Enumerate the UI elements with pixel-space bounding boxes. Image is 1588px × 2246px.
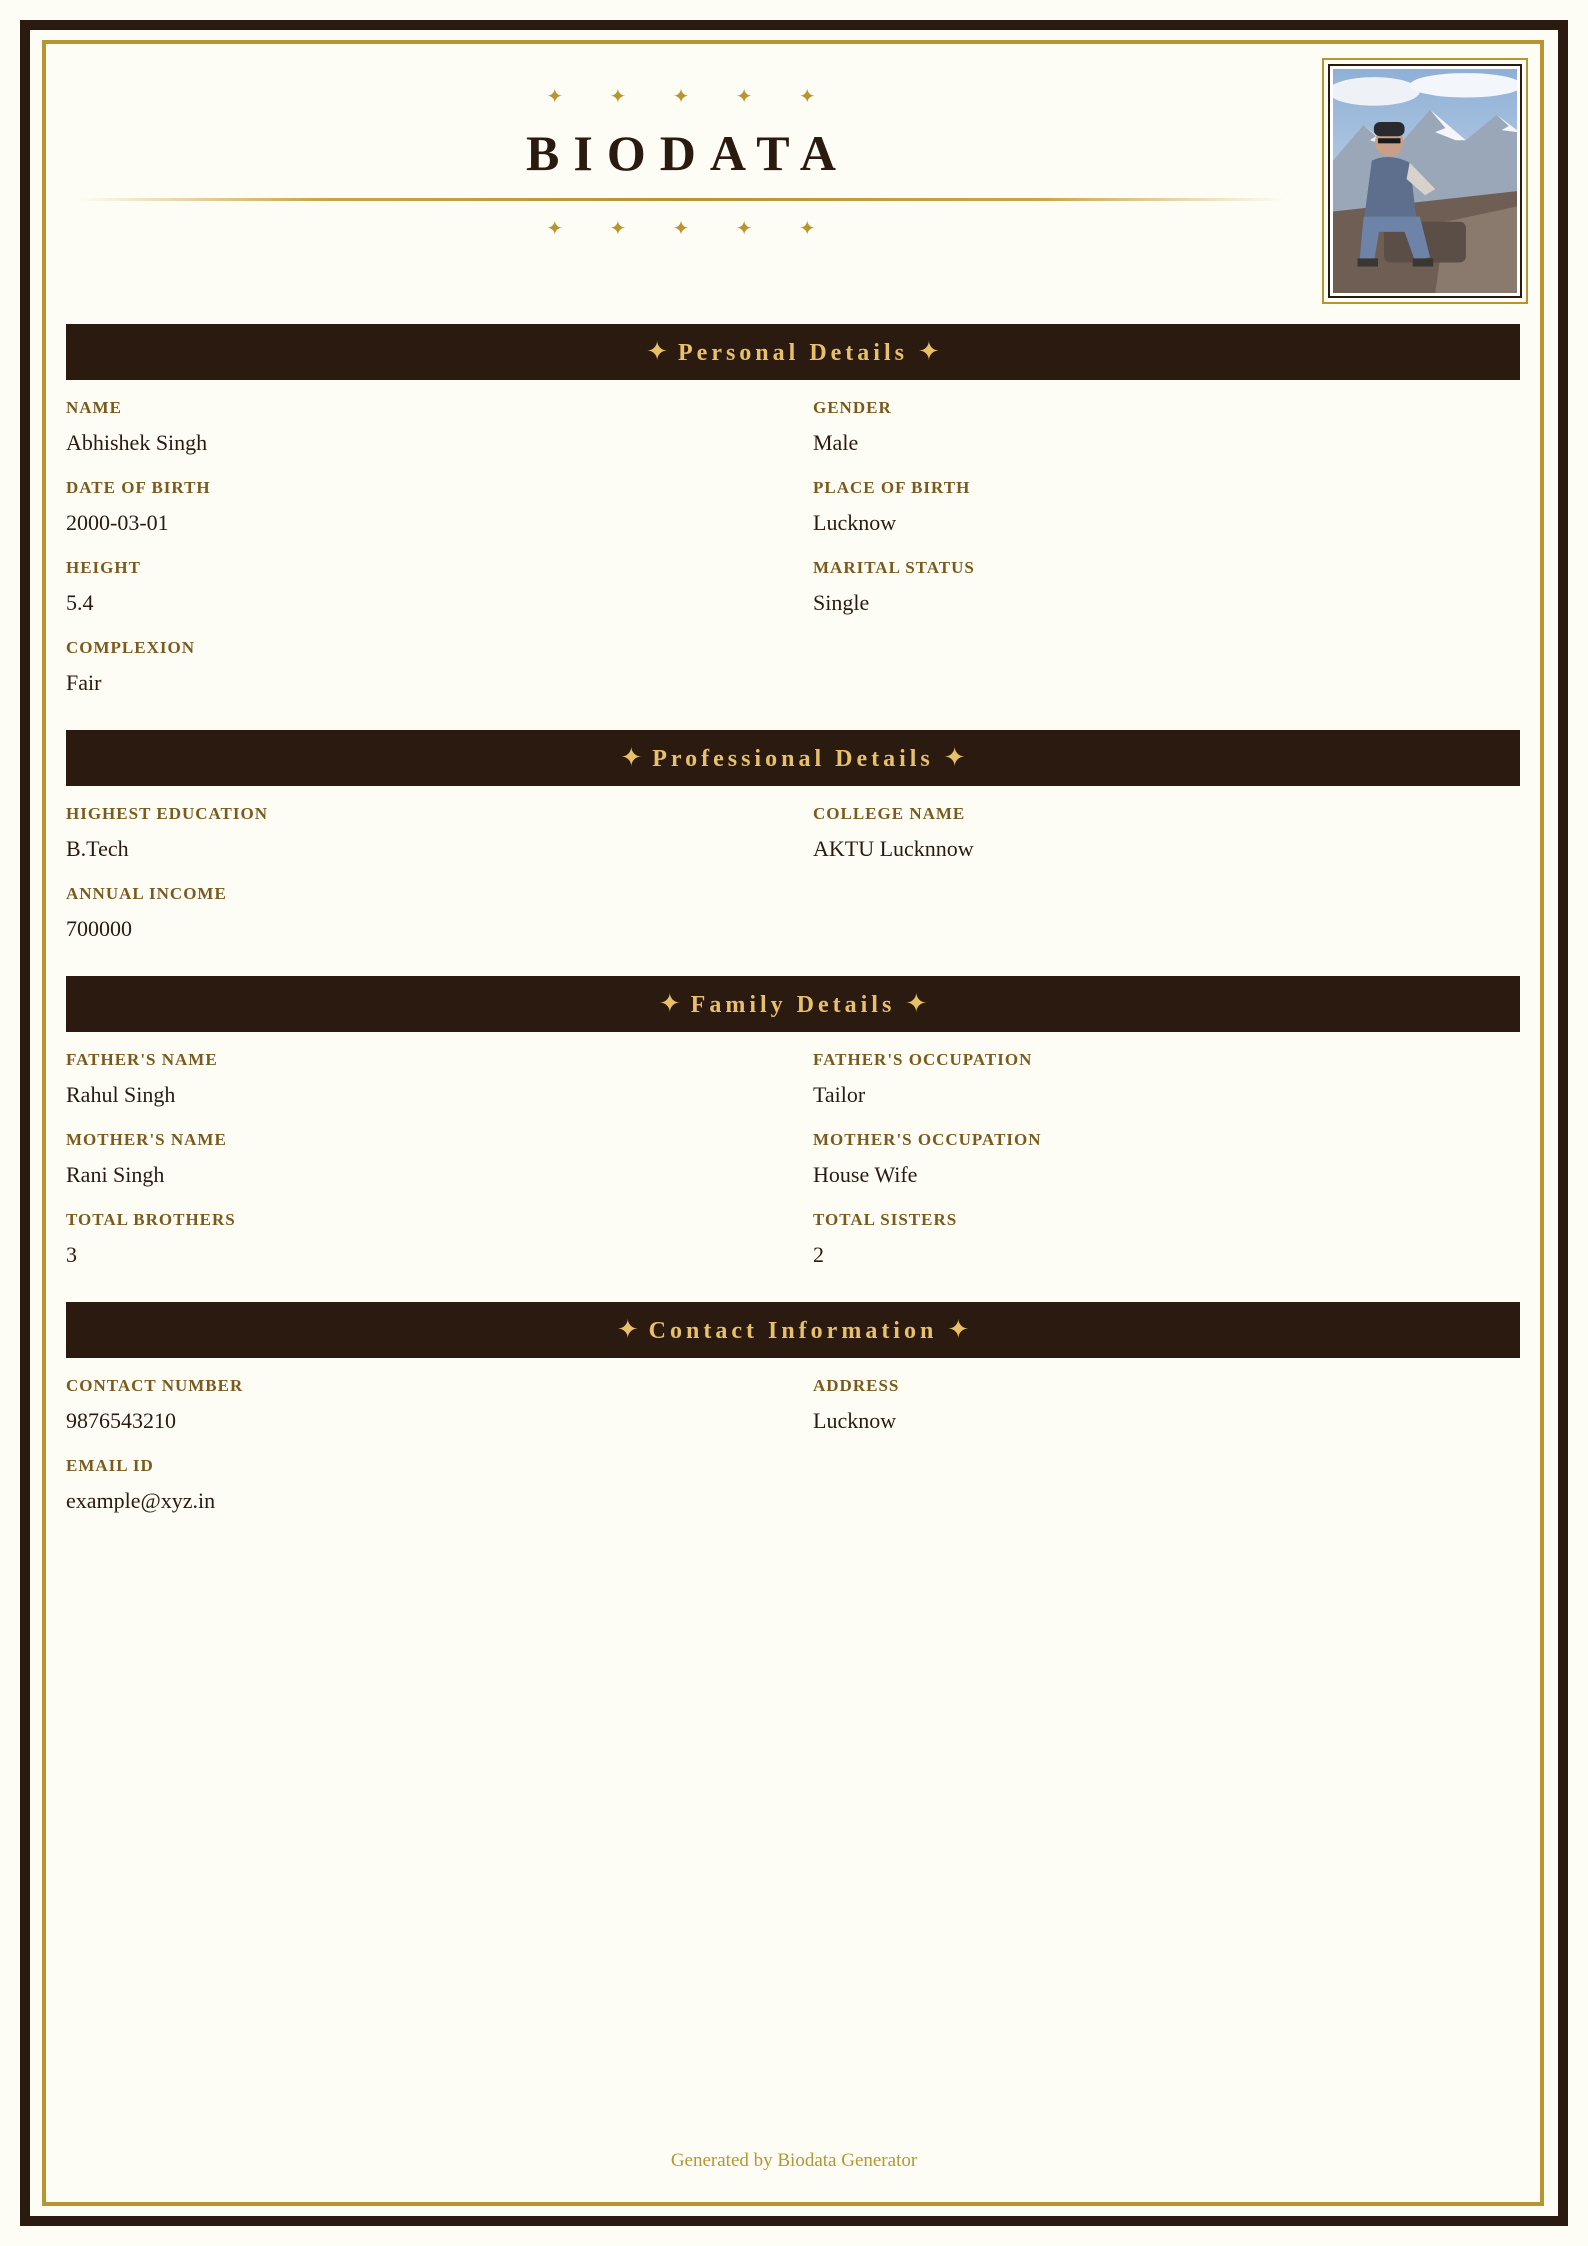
field-value: Lucknow [813, 510, 897, 535]
field-label: PLACE OF BIRTH [813, 478, 971, 497]
field-value: Single [813, 590, 870, 615]
sparkle-icon: ✦ [905, 989, 928, 1019]
field-highest-education [66, 804, 268, 862]
field-value: Tailor [813, 1082, 866, 1107]
field-value: Abhishek Singh [66, 430, 208, 455]
field-label: CONTACT NUMBER [66, 1376, 244, 1395]
star-ornament-bottom: ✦ ✦ ✦ ✦ ✦ [546, 216, 836, 240]
field-name [66, 398, 207, 456]
star-ornament-top: ✦ ✦ ✦ ✦ ✦ [546, 84, 836, 108]
field-mothers-name [66, 1130, 227, 1188]
field-place-of-birth [813, 478, 970, 536]
sparkle-icon: ✦ [917, 337, 940, 367]
field-value: 9876543210 [66, 1408, 176, 1433]
field-total-sisters [813, 1210, 957, 1268]
field-value: Fair [66, 670, 102, 695]
page-title: BIODATA [526, 125, 850, 181]
field-label: TOTAL BROTHERS [66, 1210, 236, 1229]
field-value: 700000 [66, 916, 132, 941]
field-label: NAME [66, 398, 122, 417]
field-label: TOTAL SISTERS [813, 1210, 958, 1229]
field-value: Rahul Singh [66, 1082, 176, 1107]
sparkle-icon: ✦ [943, 743, 966, 773]
field-value: House Wife [813, 1162, 918, 1187]
sparkle-icon: ✦ [658, 989, 681, 1019]
field-label: COMPLEXION [66, 638, 195, 657]
field-gender [813, 398, 892, 456]
field-mothers-occupation [813, 1130, 1042, 1188]
field-label: HEIGHT [66, 558, 141, 577]
field-label: ADDRESS [813, 1376, 900, 1395]
section-title: Family Details [690, 992, 896, 1018]
section-title: Professional Details [652, 746, 934, 772]
field-college-name [813, 804, 974, 862]
field-complexion [66, 638, 195, 696]
field-fathers-name [66, 1050, 218, 1108]
profile-photo [1333, 69, 1517, 293]
field-value: AKTU Lucknnow [813, 836, 974, 861]
section-title: Contact Information [648, 1318, 938, 1344]
section-title: Personal Details [678, 340, 908, 366]
field-fathers-occupation [813, 1050, 1032, 1108]
field-annual-income [66, 884, 227, 942]
field-label: DATE OF BIRTH [66, 478, 211, 497]
sparkle-icon: ✦ [620, 743, 643, 773]
profile-photo-frame [1322, 58, 1528, 304]
field-date-of-birth [66, 478, 211, 536]
footer-credit: Generated by Biodata Generator [670, 2150, 918, 2171]
field-label: HIGHEST EDUCATION [66, 804, 268, 823]
field-value: Rani Singh [66, 1162, 165, 1187]
field-label: MOTHER'S NAME [66, 1130, 227, 1149]
sparkle-icon: ✦ [947, 1315, 970, 1345]
field-label: EMAIL ID [66, 1456, 154, 1475]
section-header-personal [66, 324, 1520, 380]
field-value: Lucknow [813, 1408, 897, 1433]
field-address [813, 1376, 899, 1434]
field-value: B.Tech [66, 836, 129, 861]
sparkle-icon: ✦ [646, 337, 668, 367]
field-label: GENDER [813, 398, 892, 417]
field-value: 2000-03-01 [66, 510, 169, 535]
field-contact-number [66, 1376, 243, 1434]
field-label: ANNUAL INCOME [66, 884, 227, 903]
field-total-brothers [66, 1210, 236, 1268]
section-header-family [66, 976, 1520, 1032]
field-email-id [66, 1456, 215, 1514]
field-value: Male [813, 430, 859, 455]
field-height [66, 558, 141, 616]
field-value: example@xyz.in [66, 1488, 216, 1513]
field-label: FATHER'S NAME [66, 1050, 218, 1069]
field-value: 5.4 [66, 590, 94, 615]
field-value: 3 [66, 1242, 77, 1267]
field-label: MOTHER'S OCCUPATION [813, 1130, 1042, 1149]
field-label: COLLEGE NAME [813, 804, 966, 823]
section-header-professional [66, 730, 1520, 786]
field-marital-status [813, 558, 975, 616]
title-divider [76, 198, 1286, 201]
document-header [66, 80, 1296, 250]
field-value: 2 [813, 1242, 824, 1267]
field-label: FATHER'S OCCUPATION [813, 1050, 1033, 1069]
field-label: MARITAL STATUS [813, 558, 975, 577]
section-header-contact [66, 1302, 1520, 1358]
sparkle-icon: ✦ [616, 1315, 639, 1345]
